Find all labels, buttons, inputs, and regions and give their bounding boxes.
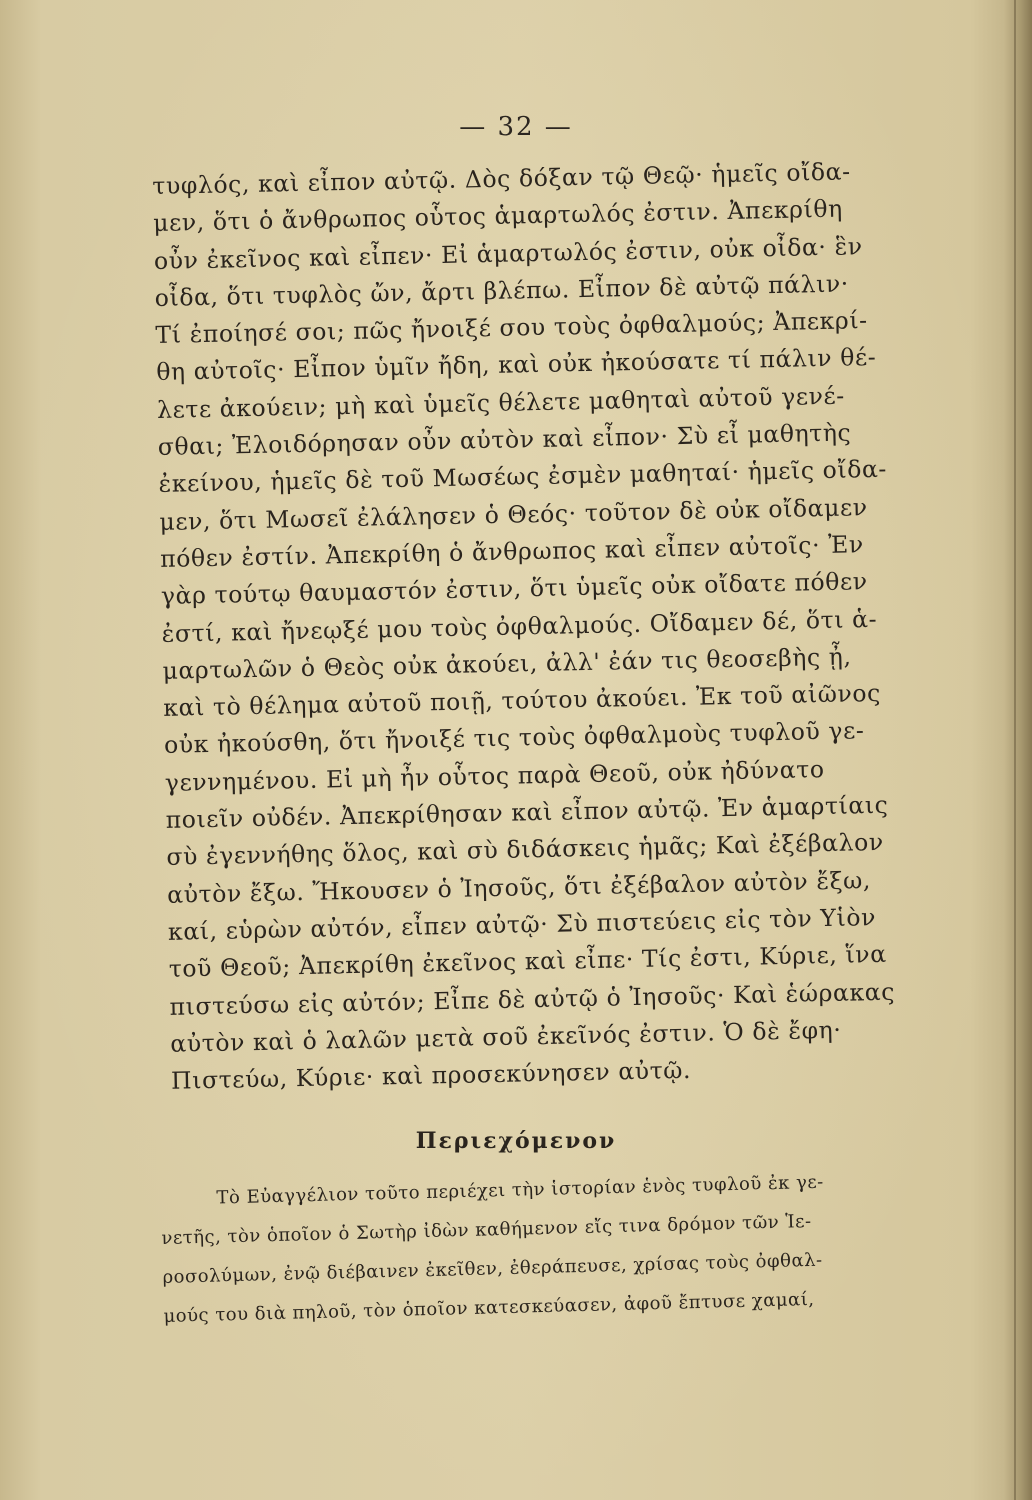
page-number: — 32 — bbox=[459, 112, 573, 142]
text-line: καὶ τὸ θέλημα αὐτοῦ ποιῇ, τούτου ἀκούει. Ἐκ τοῦ αἰῶνος bbox=[163, 679, 882, 723]
text-line: οὐκ ἠκούσθη, ὅτι ἤνοιξέ τις τοὺς ὀφθαλμοὺς τυφλοῦ γε- bbox=[163, 716, 865, 760]
text-line: οἶδα, ὅτι τυφλὸς ὤν, ἄρτι βλέπω. Εἶπον δὲ αὐτῷ πάλιν· bbox=[154, 269, 850, 312]
text-line: μεν, ὅτι ὁ ἄνθρωπος οὗτος ἁμαρτωλός ἐστιν. Ἀπεκρίθη bbox=[152, 194, 844, 238]
section-heading: Περιεχόμενον bbox=[415, 1128, 617, 1154]
page-edge-shadow bbox=[1004, 0, 1032, 1500]
summary-line: νετῆς, τὸν ὁποῖον ὁ Σωτὴρ ἰδὼν καθήμενον εἴς τινα δρόμον τῶν Ἱε- bbox=[161, 1210, 812, 1249]
text-line: Τί ἐποίησέ σοι; πῶς ἤνοιξέ σου τοὺς ὀφθαλμούς; Ἀπεκρί- bbox=[155, 306, 868, 350]
summary-text bbox=[160, 1159, 964, 1336]
body-text bbox=[152, 151, 971, 1100]
text-line: σὺ ἐγεννήθης ὅλος, καὶ σὺ διδάσκεις ἡμᾶς; Καὶ ἐξέβαλον bbox=[166, 828, 884, 872]
text-line: πόθεν ἐστίν. Ἀπεκρίθη ὁ ἄνθρωπος καὶ εἶπεν αὐτοῖς· Ἐν bbox=[159, 530, 864, 573]
summary-line: μούς του διὰ πηλοῦ, τὸν ὁποῖον κατεσκεύασεν, ἀφοῦ ἔπτυσε χαμαί, bbox=[163, 1288, 815, 1327]
text-line: ἐκείνου, ἡμεῖς δὲ τοῦ Μωσέως ἐσμὲν μαθηταί· ἡμεῖς οἴδα- bbox=[158, 455, 888, 499]
text-line: θη αὐτοῖς· Εἶπον ὑμῖν ἤδη, καὶ οὐκ ἠκούσατε τί πάλιν θέ- bbox=[155, 343, 877, 387]
text-line: αὐτὸν καὶ ὁ λαλῶν μετὰ σοῦ ἐκεῖνός ἐστιν. Ὁ δὲ ἔφη· bbox=[170, 1015, 842, 1058]
summary-line: Τὸ Εὐαγγέλιον τοῦτο περιέχει τὴν ἱστορίαν ἑνὸς τυφλοῦ ἐκ γε- bbox=[216, 1171, 825, 1209]
text-line: μαρτωλῶν ὁ Θεὸς οὐκ ἀκούει, ἀλλ' ἐάν τις θεοσεβὴς ᾖ, bbox=[162, 642, 852, 685]
text-line: Πιστεύω, Κύριε· καὶ προσεκύνησεν αὐτῷ. bbox=[170, 1056, 692, 1095]
text-line: τυφλός, καὶ εἶπον αὐτῷ. Δὸς δόξαν τῷ Θεῷ· ἡμεῖς οἴδα- bbox=[152, 157, 851, 200]
text-line: αὐτὸν ἔξω. Ἤκουσεν ὁ Ἰησοῦς, ὅτι ἐξέβαλον αὐτὸν ἔξω, bbox=[166, 865, 872, 909]
text-line: ἐστί, καὶ ἤνεῳξέ μου τοὺς ὀφθαλμούς. Οἴδαμεν δέ, ὅτι ἁ- bbox=[161, 604, 878, 648]
text-line: μεν, ὅτι Μωσεῖ ἐλάλησεν ὁ Θεός· τοῦτον δὲ οὐκ οἴδαμεν bbox=[159, 492, 868, 536]
text-line: γεννημένου. Εἰ μὴ ἦν οὗτος παρὰ Θεοῦ, οὐκ ἠδύνατο bbox=[164, 754, 825, 797]
page-binding-edge bbox=[1014, 0, 1016, 1500]
text-line: τοῦ Θεοῦ; Ἀπεκρίθη ἐκεῖνος καὶ εἶπε· Τίς ἐστι, Κύριε, ἵνα bbox=[168, 940, 887, 984]
text-line: γὰρ τούτῳ θαυμαστόν ἐστιν, ὅτι ὑμεῖς οὐκ οἴδατε πόθεν bbox=[160, 567, 868, 611]
text-line: λετε ἀκούειν; μὴ καὶ ὑμεῖς θέλετε μαθηταὶ αὐτοῦ γενέ- bbox=[156, 381, 846, 424]
text-line: καί, εὑρὼν αὐτόν, εἶπεν αὐτῷ· Σὺ πιστεύεις εἰς τὸν Υἱὸν bbox=[167, 902, 877, 946]
summary-line: ροσολύμων, ἐνῷ διέβαινεν ἐκεῖθεν, ἐθεράπευσε, χρίσας τοὺς ὀφθαλ- bbox=[162, 1249, 823, 1288]
text-line: ποιεῖν οὐδέν. Ἀπεκρίθησαν καὶ εἶπον αὐτῷ. Ἐν ἁμαρτίαις bbox=[165, 790, 889, 834]
text-line: πιστεύσω εἰς αὐτόν; Εἶπε δὲ αὐτῷ ὁ Ἰησοῦς· Καὶ ἑώρακας bbox=[169, 977, 896, 1021]
text-line: σθαι; Ἐλοιδόρησαν οὖν αὐτὸν καὶ εἶπον· Σὺ εἶ μαθητὴς bbox=[157, 418, 852, 462]
text-line: οὖν ἐκεῖνος καὶ εἶπεν· Εἰ ἁμαρτωλός ἐστιν, οὐκ οἶδα· ἓν bbox=[153, 231, 863, 275]
